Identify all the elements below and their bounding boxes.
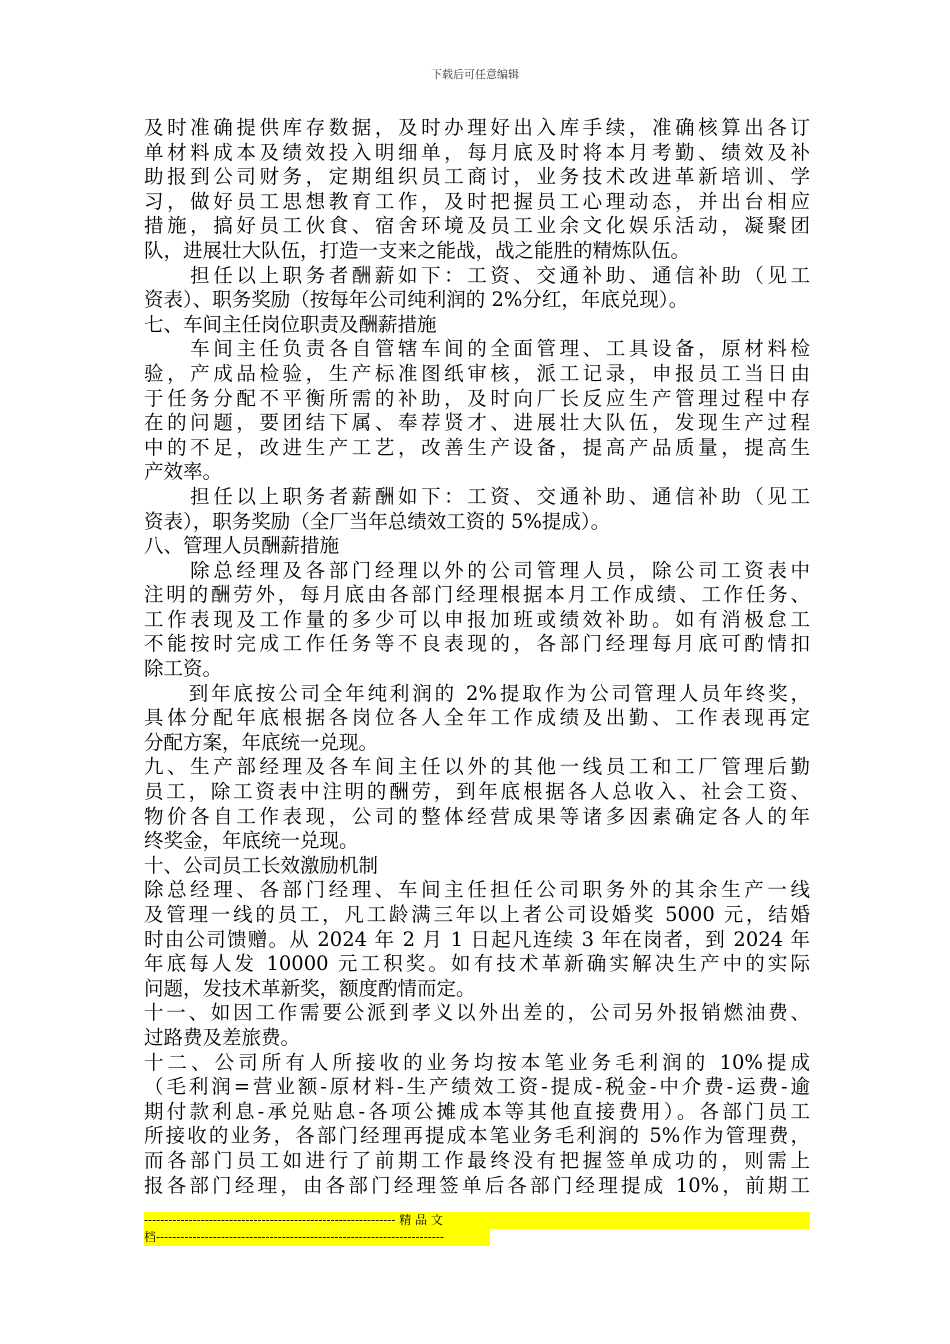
text-line: 终奖金，年底统一兑现。 bbox=[144, 829, 359, 853]
text-line: 报各部门经理，由各部门经理签单后各部门经理提成 10%，前期工 bbox=[144, 1173, 810, 1197]
footer-char-wen: 文 bbox=[430, 1213, 443, 1227]
text-line: 过路费及差旅费。 bbox=[144, 1025, 301, 1049]
text-line: 十、公司员工长效激励机制 bbox=[144, 853, 379, 877]
page-footer bbox=[144, 1212, 810, 1246]
text-line: 验，产成品检验，生产标准图纸审核，派工记录，申报员工当日由 bbox=[144, 361, 810, 385]
text-line: 具体分配年底根据各岗位各人全年工作成绩及出勤、工作表现再定 bbox=[144, 706, 810, 730]
text-line: 时由公司馈赠。从 2024 年 2 月 1 日起凡连续 3 年在岗者，到 2024 年 bbox=[144, 927, 810, 951]
text-line: 担任以上职务者酬薪如下：工资、交通补助、通信补助（见工 bbox=[144, 263, 810, 287]
text-line: 七、车间主任岗位职责及酬薪措施 bbox=[144, 312, 437, 336]
text-line: 而各部门员工如进行了前期工作最终没有把握签单成功的，则需上 bbox=[144, 1148, 810, 1172]
page-header: 下载后可任意编辑 bbox=[431, 68, 519, 81]
text-line: 产效率。 bbox=[144, 460, 223, 484]
text-line: 除总经理、各部门经理、车间主任担任公司职务外的其余生产一线 bbox=[144, 878, 810, 902]
text-line: （毛利润=营业额-原材料-生产绩效工资-提成-税金-中介费-运费-逾 bbox=[144, 1075, 810, 1099]
text-line: 于任务分配不平衡所需的补助，及时向厂长反应生产管理过程中存 bbox=[144, 386, 810, 410]
text-line: 所接收的业务，各部门经理再提成本笔业务毛利润的 5%作为管理费， bbox=[144, 1124, 810, 1148]
document-body bbox=[144, 116, 810, 1198]
text-line: 助报到公司财务，定期组织员工商讨，业务技术改进革新培训、学 bbox=[144, 165, 810, 189]
text-line: 分配方案，年底统一兑现。 bbox=[144, 730, 379, 754]
text-line: 工作表现及工作量的多少可以申报加班或绩效补助。如有消极怠工 bbox=[144, 607, 810, 631]
footer-char-pin: 品 bbox=[415, 1213, 428, 1227]
text-line: 期付款利息-承兑贴息-各项公摊成本等其他直接费用）。各部门员工 bbox=[144, 1099, 810, 1123]
text-line: 中的不足，改进生产工艺，改善生产设备，提高产品质量，提高生 bbox=[144, 435, 810, 459]
text-line: 单材料成本及绩效投入明细单，每月底及时将本月考勤、绩效及补 bbox=[144, 140, 810, 164]
text-line: 不能按时完成工作任务等不良表现的，各部门经理每月底可酌情扣 bbox=[144, 632, 810, 656]
footer-char-jing: 精 bbox=[399, 1213, 412, 1227]
text-line: 除工资。 bbox=[144, 657, 223, 681]
text-line: 习，做好员工思想教育工作，及时把握员工心理动态，并出台相应 bbox=[144, 189, 810, 213]
text-line: 担任以上职务者薪酬如下：工资、交通补助、通信补助（见工 bbox=[144, 484, 810, 508]
footer-dashes: -------------------------------------------------------------- bbox=[144, 1213, 396, 1227]
footer-line-1 bbox=[144, 1212, 810, 1229]
text-line: 九、生产部经理及各车间主任以外的其他一线员工和工厂管理后勤 bbox=[144, 755, 810, 779]
text-line: 资表），职务奖励（全厂当年总绩效工资的 5%提成）。 bbox=[144, 509, 611, 533]
text-line: 在的问题，要团结下属、奉荐贤才、进展壮大队伍，发现生产过程 bbox=[144, 411, 810, 435]
text-line: 除总经理及各部门经理以外的公司管理人员，除公司工资表中 bbox=[144, 558, 810, 582]
text-line: 队，进展壮大队伍，打造一支来之能战，战之能胜的精炼队伍。 bbox=[144, 238, 691, 262]
text-line: 及时准确提供库存数据，及时办理好出入库手续，准确核算出各订 bbox=[144, 116, 810, 139]
text-line: 注明的酬劳外，每月底由各部门经理根据本月工作成绩、工作任务、 bbox=[144, 583, 810, 607]
text-line: 员工，除工资表中注明的酬劳，到年底根据各人总收入、社会工资、 bbox=[144, 780, 810, 804]
text-line: 问题，发技术革新奖，额度酌情而定。 bbox=[144, 976, 476, 1000]
text-line: 及管理一线的员工，凡工龄满三年以上者公司设婚奖 5000 元，结婚 bbox=[144, 903, 810, 926]
text-line: 措施，搞好员工伙食、宿舍环境及员工业余文化娱乐活动，凝聚团 bbox=[144, 214, 810, 238]
text-line: 十一、如因工作需要公派到孝义以外出差的，公司另外报销燃油费、 bbox=[144, 1001, 810, 1025]
text-line: 车间主任负责各自管辖车间的全面管理、工具设备，原材料检 bbox=[144, 337, 810, 361]
text-line: 资表）、职务奖励（按每年公司纯利润的 2%分红，年底兑现）。 bbox=[144, 288, 689, 312]
text-line: 十二、公司所有人所接收的业务均按本笔业务毛利润的 10%提成 bbox=[144, 1050, 810, 1074]
footer-line-2: 档----------------------------------------------------------------------- bbox=[144, 1229, 490, 1246]
text-line: 八、管理人员酬薪措施 bbox=[144, 534, 340, 558]
text-line: 年底每人发 10000 元工积奖。如有技术革新确实解决生产中的实际 bbox=[144, 952, 810, 976]
text-line: 物价各自工作表现，公司的整体经营成果等诸多因素确定各人的年 bbox=[144, 804, 810, 828]
text-line: 到年底按公司全年纯利润的 2%提取作为公司管理人员年终奖， bbox=[144, 681, 810, 705]
